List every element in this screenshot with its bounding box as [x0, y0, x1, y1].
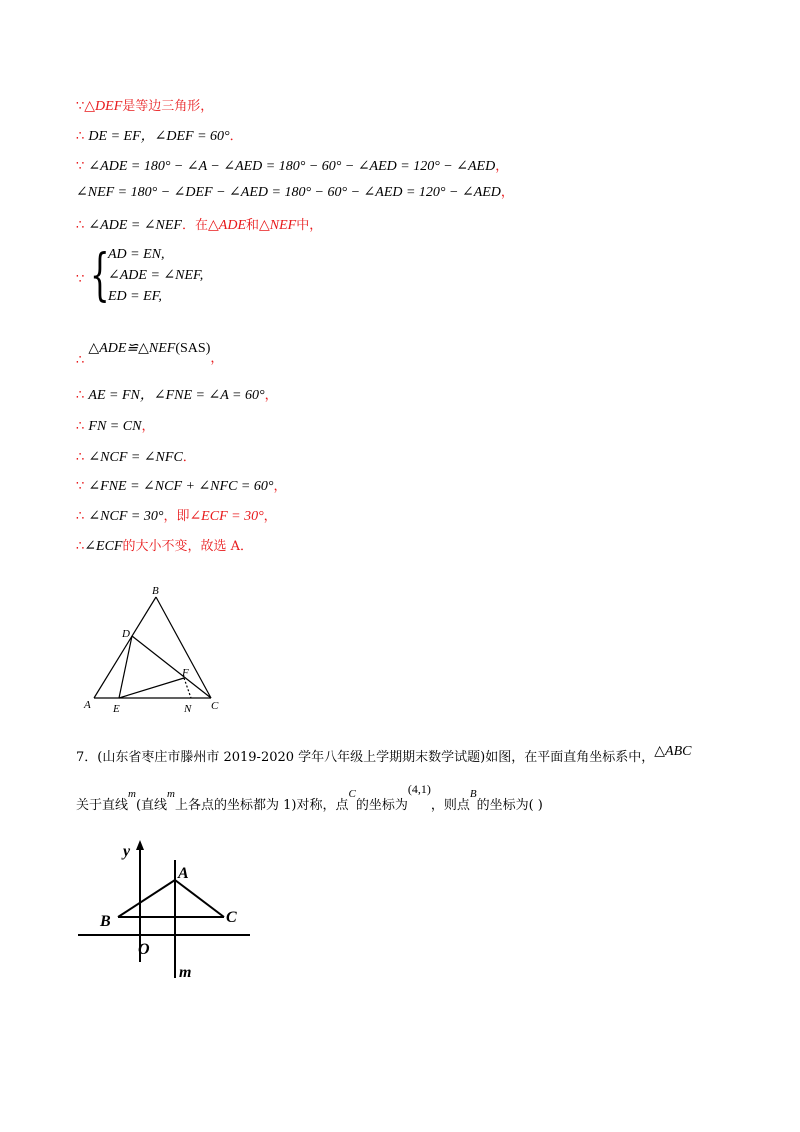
therefore-symbol: ∴ — [76, 509, 85, 524]
solution-line-5 — [76, 217, 322, 235]
therefore-symbol: ∴ — [76, 450, 85, 465]
question-text: 的坐标为 — [355, 798, 408, 813]
label-n: N — [184, 703, 192, 715]
text: ．在 — [182, 218, 209, 233]
therefore-symbol: ∴ — [76, 129, 85, 144]
math-var: B — [469, 788, 477, 800]
question-text: 的坐标为( ) — [476, 798, 543, 813]
text: (SAS) — [175, 341, 211, 356]
triangle-figure — [80, 582, 230, 717]
math-var: m — [128, 788, 136, 800]
therefore-symbol: ∴ — [76, 419, 85, 434]
solution-line-7 — [76, 387, 278, 405]
label-b: B — [100, 913, 111, 930]
math-expr: ∠NEF = 180° − ∠DEF − ∠AED = 180° − 60° − ∠AED = 120° − ∠AED — [76, 185, 501, 200]
segment-ab — [118, 880, 175, 917]
equation-system — [76, 244, 276, 308]
math-expr: AE = FN，∠FNE = ∠A = 60° — [88, 388, 265, 403]
math-expr: △ADE — [208, 218, 246, 233]
label-d: D — [122, 628, 130, 640]
math-expr: △NEF — [259, 218, 297, 233]
question-text: 7．(山东省枣庄市滕州市 2019-2020 学年八年级上学期期末数学试题)如图，在平面直角坐标系中， — [76, 750, 655, 765]
solution-line-3 — [76, 158, 508, 176]
therefore-symbol: ∴ — [76, 218, 85, 233]
label-c: C — [226, 909, 237, 926]
math-expr: ∠NCF = 30° — [88, 509, 164, 524]
solution-line-4 — [76, 184, 514, 202]
because-symbol: ∵ — [76, 479, 85, 494]
segment-bc — [156, 597, 211, 698]
label-f: F — [182, 667, 189, 679]
question-text: 上各点的坐标都为 1)对称，点 — [175, 798, 349, 813]
question-text: 关于直线 — [76, 798, 129, 813]
text: 的大小不变，故选 A． — [122, 539, 253, 554]
text: ， — [273, 479, 287, 494]
segment-de — [119, 636, 132, 698]
text: ， — [264, 388, 278, 403]
label-m: m — [179, 964, 192, 981]
text: ，即 — [163, 509, 190, 524]
math-expr: ∠ECF — [84, 539, 123, 554]
text: ， — [263, 509, 277, 524]
system-row: AD = EN, — [108, 247, 165, 262]
system-row: ED = EF, — [108, 289, 162, 304]
text: ， — [500, 185, 514, 200]
text: ， — [495, 159, 509, 174]
solution-line-2 — [76, 128, 243, 146]
math-expr: △ADE≌△NEF — [88, 341, 176, 356]
because-symbol: ∵ — [76, 99, 85, 114]
math-expr: △DEF — [84, 99, 123, 114]
math-expr: FN = CN — [88, 419, 142, 434]
label-y: y — [123, 843, 131, 860]
solution-line-1 — [76, 98, 213, 116]
question-text: ，则点 — [430, 798, 470, 813]
coordinate: (4,1) — [407, 782, 431, 796]
question-7-line-2 — [76, 782, 543, 813]
solution-line-12 — [76, 538, 253, 556]
math-expr: ∠NCF = ∠NFC — [88, 450, 183, 465]
label-a: A — [84, 699, 91, 711]
because-symbol: ∵ — [76, 272, 85, 287]
label-b: B — [152, 585, 159, 597]
math-expr: ∠ADE = 180° − ∠A − ∠AED = 180° − 60° − ∠AED = 120° − ∠AED — [88, 159, 496, 174]
math-expr: △ABC — [654, 744, 692, 759]
text: ， — [141, 419, 155, 434]
coordinate-figure — [78, 838, 258, 983]
question-7-line-1 — [76, 746, 691, 766]
y-axis-arrow-icon — [136, 840, 144, 850]
segment-dc — [132, 636, 211, 698]
therefore-symbol: ∴ — [76, 388, 85, 403]
system-row: ∠ADE = ∠NEF, — [108, 268, 204, 283]
math-expr: DE = EF，∠DEF = 60° — [88, 129, 230, 144]
math-expr: ∠ECF = 30° — [189, 509, 264, 524]
text: 中， — [296, 218, 323, 233]
solution-line-8 — [76, 418, 154, 436]
question-text: (直线 — [135, 798, 168, 813]
text: ， — [210, 351, 224, 366]
math-expr: ∠FNE = ∠NCF + ∠NFC = 60° — [88, 479, 274, 494]
solution-line-10 — [76, 478, 286, 496]
math-expr: ∠ADE = ∠NEF — [88, 218, 182, 233]
because-symbol: ∵ — [76, 159, 85, 174]
therefore-symbol: ∴ — [76, 539, 85, 554]
segment-ef — [119, 678, 184, 698]
solution-line-11 — [76, 508, 277, 526]
label-o: O — [138, 941, 150, 958]
solution-line-6 — [76, 340, 224, 368]
therefore-symbol: ∴ — [76, 353, 85, 368]
label-e: E — [113, 703, 120, 715]
math-var: C — [348, 788, 356, 800]
solution-line-9 — [76, 449, 196, 467]
text: 是等边三角形， — [122, 99, 214, 114]
text: ． — [182, 450, 196, 465]
math-var: m — [167, 788, 175, 800]
text: 和 — [246, 218, 260, 233]
label-c: C — [211, 700, 219, 712]
segment-ac — [175, 880, 224, 917]
left-brace: { — [90, 243, 110, 308]
label-a: A — [178, 865, 189, 882]
text: ． — [229, 129, 243, 144]
